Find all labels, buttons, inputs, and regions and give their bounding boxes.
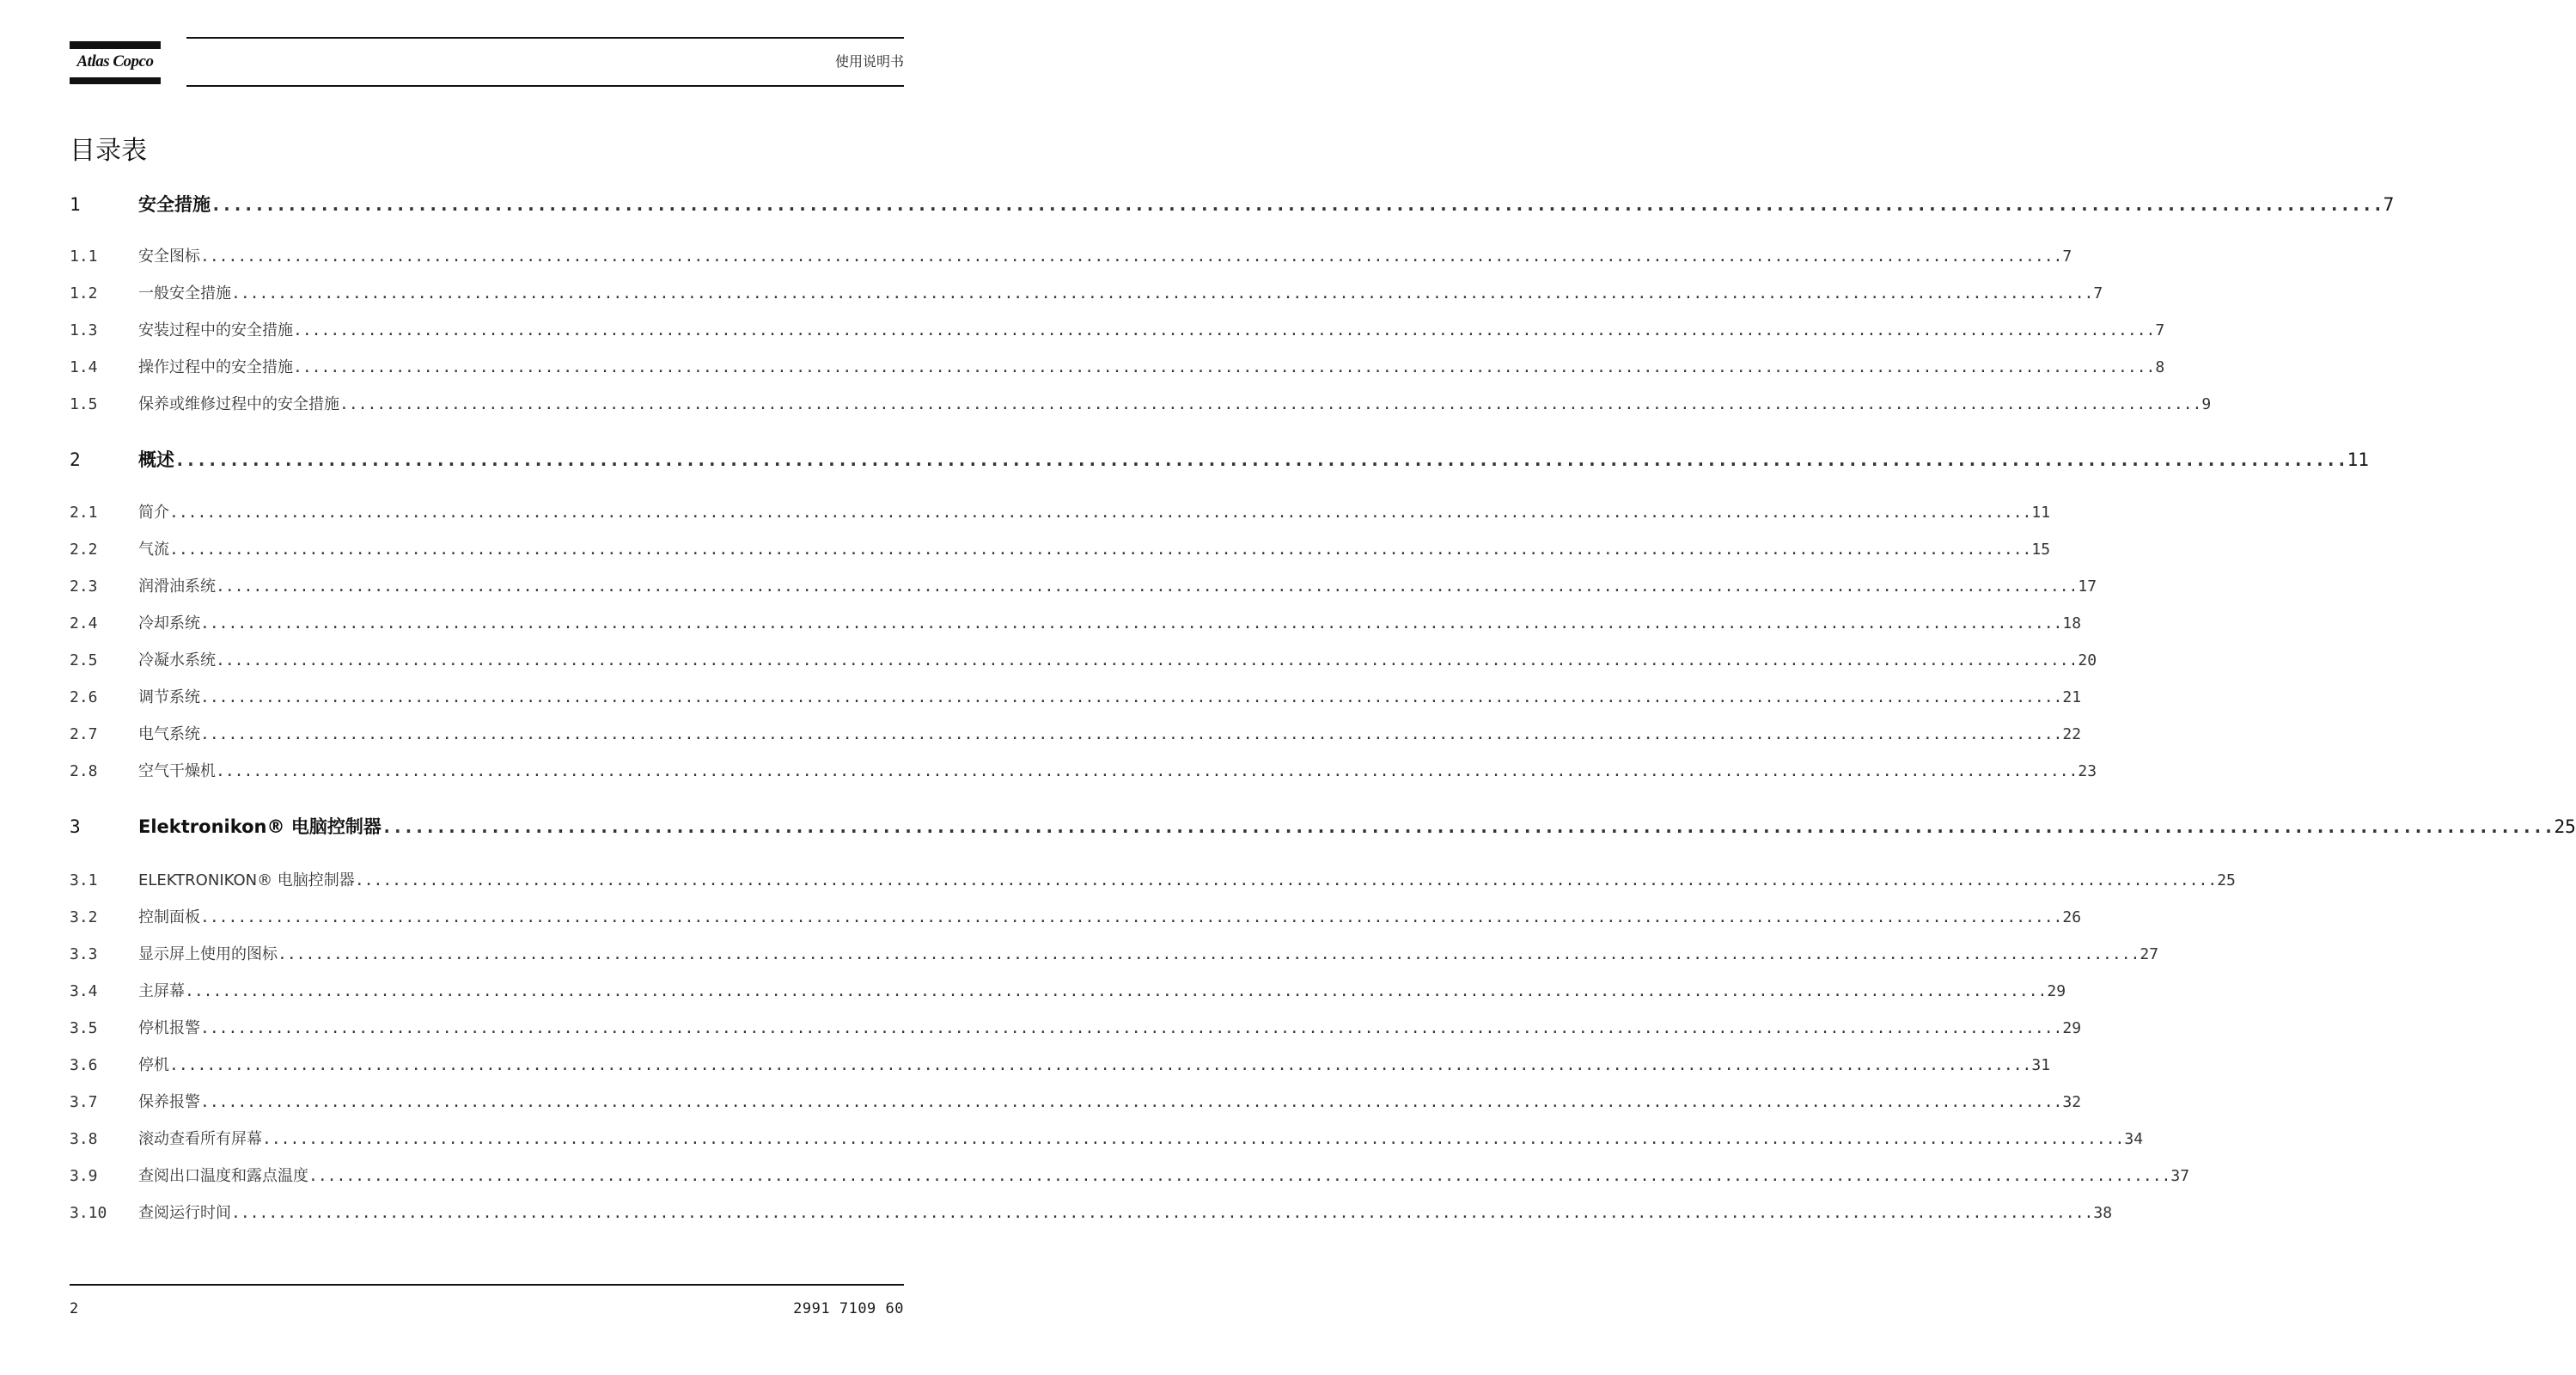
toc-section-row[interactable]: [70, 759, 2097, 781]
toc-leader-dots: ........................................................................................................................................................................................................: [200, 614, 2063, 632]
toc-entry-number: 3.10: [70, 1204, 107, 1222]
toc-entry-number: 2.5: [70, 651, 98, 669]
toc-entry-title: 气流: [138, 541, 169, 559]
toc-leader-dots: ........................................................................................................................................................................................................: [216, 578, 2079, 596]
toc-entry-page: 29: [2047, 982, 2066, 1000]
toc-section-row[interactable]: [70, 244, 2072, 266]
toc-section-row[interactable]: [70, 1127, 2144, 1149]
toc-entry-number: 3.4: [70, 982, 98, 1000]
toc-entry-title: 查阅运行时间: [138, 1204, 231, 1222]
toc-entry-number: 1.4: [70, 358, 98, 376]
toc-entry-page: 15: [2031, 541, 2051, 559]
toc-section-row[interactable]: [70, 1164, 2190, 1186]
toc-entry-title: 主屏幕: [138, 982, 185, 1000]
toc-leader-dots: ........................................................................................................................................................................................................: [211, 194, 2384, 215]
toc-leader-dots: ........................................................................................................................................................................................................: [216, 651, 2079, 669]
toc-leader-dots: ........................................................................................................................................................................................................: [200, 1093, 2063, 1111]
toc-entry-page: 25: [2217, 871, 2236, 889]
toc-entry-title: 冷凝水系统: [138, 651, 216, 669]
toc-entry-number: 3.2: [70, 908, 98, 926]
toc-entry-page: 27: [2140, 945, 2159, 963]
header-rule-bottom: [186, 85, 904, 87]
toc-entry-page: 25: [2554, 816, 2576, 837]
toc-entry-page: 22: [2062, 725, 2082, 743]
toc-leader-dots: ........................................................................................................................................................................................................: [381, 816, 2555, 837]
toc-entry-number: 1.1: [70, 248, 98, 266]
toc-leader-dots: ........................................................................................................................................................................................................: [169, 1056, 2032, 1074]
toc-section-row[interactable]: [70, 1053, 2051, 1075]
toc-section-row[interactable]: [70, 685, 2082, 707]
toc-entry-title: 查阅出口温度和露点温度: [138, 1167, 308, 1185]
toc-entry-number: 2.2: [70, 541, 98, 559]
toc-entry-number: 2.6: [70, 688, 98, 706]
toc-entry-title: 停机报警: [138, 1019, 200, 1037]
toc-section-row[interactable]: [70, 318, 2165, 340]
toc-leader-dots: ........................................................................................................................................................................................................: [200, 248, 2063, 266]
toc-entry-page: 7: [2093, 284, 2103, 302]
toc-entry-number: 3.5: [70, 1019, 98, 1037]
toc-entry-number: 3.7: [70, 1093, 98, 1111]
toc-leader-dots: ........................................................................................................................................................................................................: [169, 541, 2032, 559]
toc-leader-dots: ........................................................................................................................................................................................................: [169, 504, 2032, 522]
toc-entry-number: 3.8: [70, 1130, 98, 1148]
header-rule-top: [186, 37, 904, 39]
toc-entry-title: 操作过程中的安全措施: [138, 358, 293, 376]
toc-entry-title: ELEKTRONIKON® 电脑控制器: [138, 871, 355, 889]
toc-leader-dots: ........................................................................................................................................................................................................: [278, 945, 2140, 963]
toc-chapter-row[interactable]: [70, 446, 2369, 472]
toc-entry-title: 安装过程中的安全措施: [138, 321, 293, 339]
toc-leader-dots: ........................................................................................................................................................................................................: [174, 449, 2347, 470]
toc-entry-title: 安全措施: [138, 194, 211, 215]
toc-entry-page: 37: [2170, 1167, 2190, 1185]
toc-section-row[interactable]: [70, 281, 2103, 303]
toc-leader-dots: ........................................................................................................................................................................................................: [200, 1019, 2063, 1037]
toc-entry-title: 电气系统: [138, 725, 200, 743]
toc-section-row[interactable]: [70, 868, 2236, 890]
toc-entry-page: 32: [2062, 1093, 2082, 1111]
toc-entry-number: 2.3: [70, 578, 98, 596]
toc-entry-page: 7: [2155, 321, 2165, 339]
page-title: 目录表: [70, 136, 147, 166]
toc-entry-page: 9: [2201, 395, 2212, 413]
toc-section-row[interactable]: [70, 611, 2082, 633]
toc-section-row[interactable]: [70, 1016, 2082, 1038]
logo-top-bar: [70, 41, 161, 49]
toc-section-row[interactable]: [70, 1201, 2113, 1223]
toc-entry-title: 保养或维修过程中的安全措施: [138, 395, 339, 413]
toc-entry-page: 17: [2078, 578, 2097, 596]
toc-section-row[interactable]: [70, 355, 2165, 377]
toc-entry-title: 停机: [138, 1056, 169, 1074]
toc-entry-number: 2.7: [70, 725, 98, 743]
logo-wordmark: Atlas Copco: [76, 52, 154, 70]
toc-entry-number: 1.3: [70, 321, 98, 339]
toc-leader-dots: ........................................................................................................................................................................................................: [200, 908, 2063, 926]
toc-entry-title: 安全图标: [138, 248, 200, 266]
toc-leader-dots: ........................................................................................................................................................................................................: [200, 725, 2063, 743]
toc-entry-number: 1: [70, 194, 81, 215]
toc-section-row[interactable]: [70, 942, 2159, 964]
toc-entry-number: 3.3: [70, 945, 98, 963]
toc-entry-title: 控制面板: [138, 908, 200, 926]
toc-section-row[interactable]: [70, 537, 2051, 559]
toc-leader-dots: ........................................................................................................................................................................................................: [308, 1167, 2171, 1185]
toc-leader-dots: ........................................................................................................................................................................................................: [185, 982, 2048, 1000]
toc-chapter-row[interactable]: [70, 813, 2576, 839]
toc-entry-title: 概述: [138, 449, 174, 470]
toc-section-row[interactable]: [70, 500, 2051, 522]
toc-entry-title: 保养报警: [138, 1093, 200, 1111]
toc-entry-title: 一般安全措施: [138, 284, 231, 302]
toc-entry-title: 显示屏上使用的图标: [138, 945, 278, 963]
toc-entry-title: 简介: [138, 504, 169, 522]
toc-section-row[interactable]: [70, 1090, 2082, 1112]
toc-leader-dots: ........................................................................................................................................................................................................: [231, 1204, 2094, 1222]
toc-section-row[interactable]: [70, 979, 2066, 1001]
toc-entry-page: 38: [2093, 1204, 2113, 1222]
logo-bottom-bar: [70, 77, 161, 84]
toc-entry-page: 11: [2031, 504, 2051, 522]
toc-entry-page: 21: [2062, 688, 2082, 706]
toc-entry-title: Elektronikon® 电脑控制器: [138, 816, 382, 837]
toc-entry-number: 3: [70, 816, 81, 837]
toc-entry-page: 31: [2031, 1056, 2051, 1074]
toc-entry-page: 20: [2078, 651, 2097, 669]
toc-leader-dots: ........................................................................................................................................................................................................: [293, 358, 2156, 376]
toc-entry-page: 18: [2062, 614, 2082, 632]
toc-section-row[interactable]: [70, 905, 2082, 927]
toc-leader-dots: ........................................................................................................................................................................................................: [354, 871, 2218, 889]
toc-entry-number: 2: [70, 449, 81, 470]
toc-entry-title: 空气干燥机: [138, 762, 216, 780]
toc-section-row[interactable]: [70, 722, 2082, 744]
toc-entry-number: 3.9: [70, 1167, 98, 1185]
toc-entry-number: 2.4: [70, 614, 98, 632]
toc-entry-number: 1.2: [70, 284, 98, 302]
toc-section-row[interactable]: [70, 648, 2097, 670]
toc-entry-page: 8: [2155, 358, 2165, 376]
toc-leader-dots: ........................................................................................................................................................................................................: [231, 284, 2094, 302]
toc-entry-page: 29: [2062, 1019, 2082, 1037]
toc-leader-dots: ........................................................................................................................................................................................................: [293, 321, 2156, 339]
toc-entry-page: 7: [2062, 248, 2072, 266]
toc-leader-dots: ........................................................................................................................................................................................................: [216, 762, 2079, 780]
toc-entry-number: 3.1: [70, 871, 98, 889]
toc-entry-title: 调节系统: [138, 688, 200, 706]
page-number: 2: [70, 1300, 79, 1317]
footer-rule: [70, 1284, 904, 1286]
toc-entry-number: 2.8: [70, 762, 98, 780]
toc-leader-dots: ........................................................................................................................................................................................................: [339, 395, 2202, 413]
toc-section-row[interactable]: [70, 392, 2212, 414]
toc-section-row[interactable]: [70, 574, 2097, 596]
toc-leader-dots: ........................................................................................................................................................................................................: [200, 688, 2063, 706]
toc-entry-number: 1.5: [70, 395, 98, 413]
toc-entry-title: 润滑油系统: [138, 578, 216, 596]
toc-entry-page: 7: [2383, 194, 2395, 215]
toc-entry-number: 3.6: [70, 1056, 98, 1074]
toc-entry-title: 冷却系统: [138, 614, 200, 632]
toc-entry-page: 23: [2078, 762, 2097, 780]
atlas-copco-logo: [70, 41, 161, 86]
toc-chapter-row[interactable]: [70, 191, 2395, 217]
toc-entry-number: 2.1: [70, 504, 98, 522]
toc-entry-title: 滚动查看所有屏幕: [138, 1130, 262, 1148]
toc-entry-page: 11: [2347, 449, 2369, 470]
toc-entry-page: 34: [2124, 1130, 2144, 1148]
toc-leader-dots: ........................................................................................................................................................................................................: [262, 1130, 2125, 1148]
document-code: 2991 7109 60: [793, 1300, 904, 1317]
document-type-label: 使用说明书: [834, 53, 904, 70]
toc-entry-page: 26: [2062, 908, 2082, 926]
